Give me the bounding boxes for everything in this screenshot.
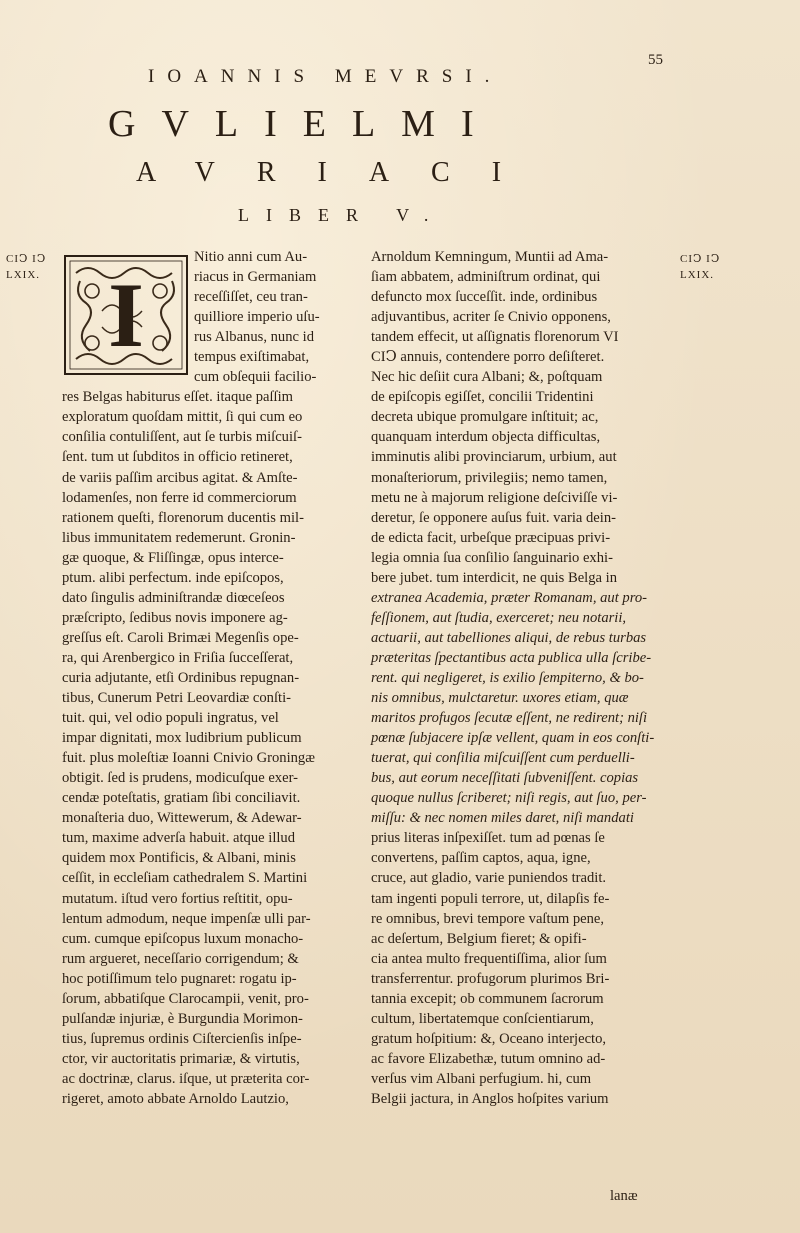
text-line: lodamenſes, non ferre id commerciorum — [62, 489, 297, 506]
margin-year-right-line-1: CIↃ IↃ — [680, 253, 721, 265]
text-line: monaſteria duo, Wittewerum, & Adewar- — [62, 810, 302, 827]
text-line: convertens, paſſim captos, aqua, igne, — [371, 850, 591, 867]
title-line-2: AVRIACI — [136, 157, 544, 188]
margin-year-right-line-2: LXIX. — [680, 269, 715, 281]
italic-text-line: bus, aut eorum neceſſitati ſubveniſſent. copias — [371, 770, 639, 787]
italic-text-line: tuerat, qui conſilia miſcuiſſent cum perduelli- — [371, 750, 635, 767]
text-line: CIↃ annuis, contendere porro deſiſteret. — [371, 349, 605, 366]
text-line: cum obſequii facilio- — [194, 369, 317, 386]
italic-text-line: rent. qui negligeret, is exilio ſempiterno, & bo- — [371, 669, 644, 686]
text-line: ſorum, abbatiſque Clarocampii, venit, pro- — [62, 990, 309, 1007]
page-number: 55 — [648, 52, 663, 68]
text-line: impar dignitati, mox ludibrium publicum — [62, 730, 302, 747]
italic-text-line: feſſionem, aut ſtudia, exerceret; neu notarii, — [371, 609, 627, 626]
text-line: ra, qui Arenbergico in Friſia ſucceſſerat, — [62, 649, 294, 666]
text-line: conſilia contuliſſent, aut ſe turbis miſcuiſ- — [62, 429, 302, 446]
text-line: greſſus eſt. Caroli Brimæi Megenſis ope- — [62, 629, 299, 646]
text-line: riacus in Germaniam — [194, 269, 317, 286]
text-line: Arnoldum Kemningum, Muntii ad Ama- — [371, 249, 609, 265]
italic-text-line: maritos profugos ſecutæ eſſent, ne redirent; niſi — [371, 710, 648, 727]
text-line: curia adjutante, etſi Ordinibus repugnan- — [62, 669, 300, 686]
text-line: ac deſertum, Belgium fieret; & opifi- — [371, 930, 587, 947]
text-line: cultum, libertatemque conſcientiarum, — [371, 1010, 594, 1027]
text-line: obtigit. ſed is prudens, modicuſque exer- — [62, 770, 298, 787]
italic-text-line: præteritas ſpectantibus acta publica ulla ſcribe- — [371, 649, 652, 666]
text-line: de variis paſſim arcibus agitat. & Amſte- — [62, 469, 298, 486]
text-line: cruce, aut gladio, varie puniendos tradit. — [371, 870, 607, 887]
text-line: tibus, Cunerum Petri Leovardiæ conſti- — [62, 690, 292, 707]
text-line: Belgii jactura, in Anglos hoſpites varium — [371, 1090, 609, 1107]
margin-year-left — [6, 251, 46, 283]
text-line: mutatum. iſtud vero fortius reſtitit, opu- — [62, 890, 293, 907]
left-column — [62, 247, 360, 1109]
text-line: quanquam interdum objecta difficultas, — [371, 429, 601, 446]
text-line: transferrentur. profugorum plurimos Bri- — [371, 970, 610, 987]
text-line: libus immunitatem redemerunt. Gronin- — [62, 529, 296, 546]
text-line: bere jubet. tum interdicit, ne quis Belga in — [371, 569, 618, 586]
text-line: Nec hic deſiit cura Albani; &, poſtquam — [371, 369, 603, 386]
text-line: de epiſcopis egiſſet, concilii Tridentini — [371, 389, 594, 406]
text-line: imminutis alibi provinciarum, urbium, aut — [371, 449, 617, 466]
text-line: tannia excepit; ob communem ſacrorum — [371, 990, 604, 1007]
text-line: fuit. plus moleſtiæ Ioanni Cnivio Groningæ — [62, 750, 315, 767]
italic-text-line: extranea Academia, præter Romanam, aut pro- — [371, 589, 648, 606]
text-line: exploratum quoſdam mittit, ſi qui cum eo — [62, 409, 303, 426]
text-line: tuit. qui, vel odio populi ingratus, vel — [62, 710, 279, 727]
italic-text-line: nis omnibus, mulctaretur. uxores etiam, quæ — [371, 690, 629, 707]
text-line: lentum admodum, neque impenſæ ulli par- — [62, 910, 311, 927]
text-line: re omnibus, brevi tempore vaſtum pene, — [371, 910, 605, 927]
text-line: cendæ poteſtatis, gratiam ſibi conciliavit. — [62, 790, 301, 807]
text-line: ſent. tum ut ſubditos in officio retineret, — [62, 449, 293, 466]
text-line: quidem mox Pontificis, & Albani, minis — [62, 850, 296, 867]
right-column — [371, 247, 673, 1109]
margin-year-left-line-2: LXIX. — [6, 269, 41, 281]
text-line: prius literas inſpexiſſet. tum ad pœnas ſe — [371, 830, 605, 847]
margin-year-left-line-1: CIↃ IↃ — [6, 253, 47, 265]
text-line: ctor, vir auctoritatis primariæ, & virtutis, — [62, 1050, 300, 1067]
book-label: LIBER V. — [238, 205, 446, 225]
text-line: legia omnia ſua conſilio ſanguinario exhi- — [371, 549, 613, 566]
text-line: cia antea multo frequentiſſima, alior ſum — [371, 950, 607, 967]
text-line: defuncto mox ſucceſſit. inde, ordinibus — [371, 289, 598, 306]
title-line-1: GVLIELMI — [108, 103, 500, 145]
catchword: lanæ — [610, 1188, 638, 1204]
text-line: verſus vim Albani perfugium. hi, cum — [371, 1070, 592, 1087]
text-line: metu ne à majorum religione deſciviſſe vi- — [371, 489, 618, 506]
running-head: IOANNIS MEVRSI. — [148, 66, 503, 87]
text-line: hoc potiſſimum telo pugnaret: rogatu ip- — [62, 970, 297, 987]
text-line: rationem queſti, florenorum ducentis mil- — [62, 509, 304, 526]
text-line: tam ingenti populi terrore, ut, dilapſis fe- — [371, 890, 610, 907]
text-line: quilliore imperio uſu- — [194, 309, 320, 326]
initial-letter: I — [108, 264, 144, 366]
italic-text-line: actuarii, aut tabelliones aliqui, de rebus turbas — [371, 629, 647, 646]
margin-year-right — [680, 251, 720, 283]
text-line: tum, maxime adverſa habuit. atque illud — [62, 830, 296, 847]
text-line: pulſandæ injuriæ, è Burgundia Morimon- — [62, 1010, 303, 1027]
text-line: decreta ubique promulgare inſtituit; ac, — [371, 409, 599, 426]
text-line: monaſteriorum, privilegiis; nemo tamen, — [371, 469, 608, 486]
italic-text-line: miſſu: & nec nomen miles daret, niſi mandati — [371, 810, 634, 827]
text-line: adjuvantibus, acriter ſe Cnivio opponens, — [371, 309, 611, 326]
text-line: res Belgas habiturus eſſet. itaque paſſim — [62, 389, 294, 406]
text-line: Nitio anni cum Au- — [194, 249, 308, 265]
text-line: dato ſingulis adminiſtrandæ diœceſeos — [62, 589, 285, 606]
text-line: ceſſit, in eccleſiam cathedralem S. Martini — [62, 870, 308, 887]
text-line: rigeret, amoto abbate Arnoldo Lautzio, — [62, 1090, 289, 1107]
text-line: de edicta facit, urbeſque præcipuas privi- — [371, 529, 611, 546]
text-line: rum argueret, neceſſario corrigendum; & — [62, 950, 299, 967]
italic-text-line: quoque nullus ſcriberet; niſi regis, aut ſuo, per- — [371, 790, 647, 807]
text-line: ptum. alibi perfectum. inde epiſcopos, — [62, 569, 284, 586]
text-line: ac doctrinæ, clarus. iſque, ut præterita cor- — [62, 1070, 310, 1087]
text-line: gæ quoque, & Fliſſingæ, opus interce- — [62, 549, 284, 566]
text-line: tius, ſupremus ordinis Ciſtercienſis inſpe- — [62, 1030, 302, 1047]
text-line: gratum hoſpitium: &, Oceano interjecto, — [371, 1030, 607, 1047]
text-line: tempus exiſtimabat, — [194, 349, 310, 366]
italic-text-line: pœnæ ſubjacere ipſæ vellent, quam in eos conſti- — [371, 730, 655, 747]
text-line: tandem effecit, ut aſſignatis florenorum VI — [371, 329, 619, 346]
text-line: cum. cumque epiſcopus luxum monacho- — [62, 930, 304, 947]
text-line: receſſiſſet, ceu tran- — [194, 289, 308, 306]
text-line: deretur, ſe opponere auſus fuit. varia dein- — [371, 509, 616, 526]
text-line: rus Albanus, nunc id — [194, 329, 314, 346]
text-line: præſcripto, ſedibus novis imponere ag- — [62, 609, 288, 626]
text-line: ac favore Elizabethæ, tutum omnino ad- — [371, 1050, 606, 1067]
text-line: ſiam abbatem, adminiſtrum ordinat, qui — [371, 269, 601, 286]
